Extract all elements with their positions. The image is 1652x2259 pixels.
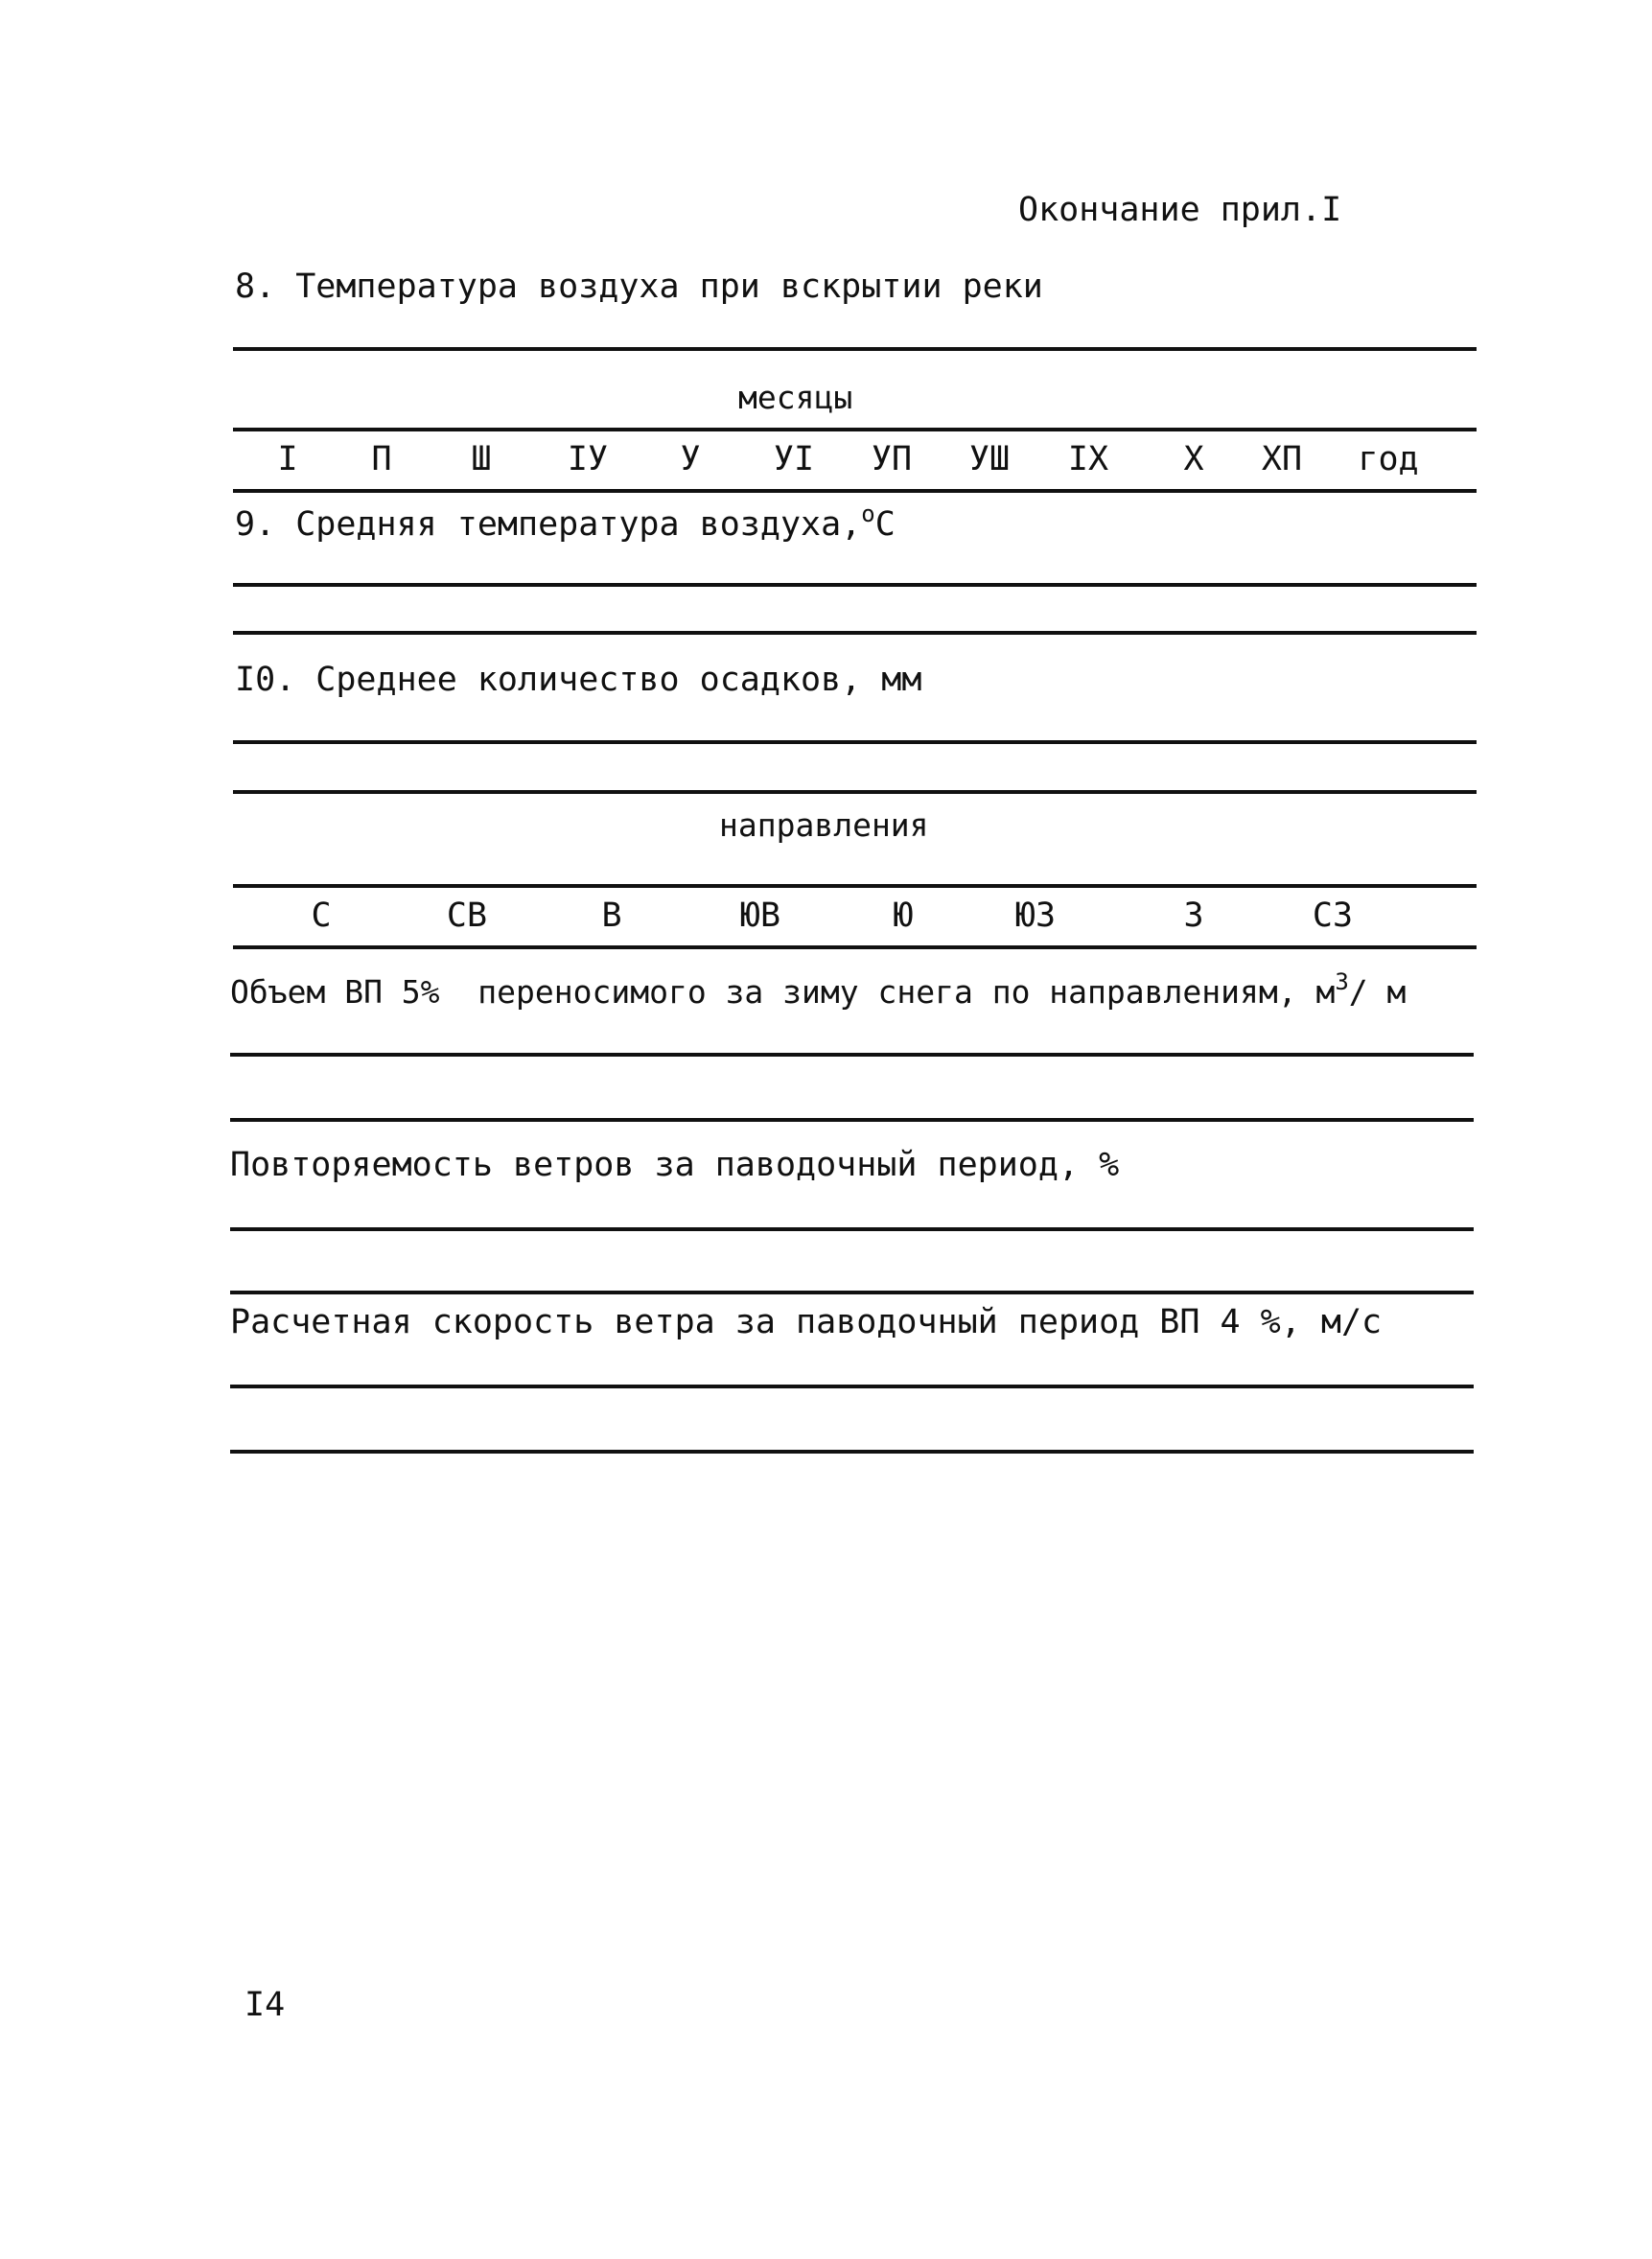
directions-caption: направления	[719, 806, 929, 844]
cubic-superscript: 3	[1335, 968, 1349, 995]
section-9-unit: С	[874, 505, 896, 544]
month-col-5: У	[680, 440, 701, 478]
snow-volume-rule-1	[230, 1053, 1474, 1057]
month-col-10: X	[1183, 440, 1204, 478]
direction-col-w: З	[1183, 897, 1204, 935]
direction-col-nw: СЗ	[1312, 897, 1354, 935]
month-col-2: П	[371, 440, 392, 478]
section-9-title	[235, 502, 896, 542]
direction-col-n: С	[311, 897, 332, 935]
snow-volume-unit: / м	[1348, 973, 1407, 1011]
months-bottom-rule	[233, 489, 1477, 493]
wind-repeat-label: Повторяемость ветров за паводочный период, %	[230, 1146, 1120, 1184]
directions-bottom-rule	[233, 945, 1477, 949]
appendix-note: Окончание прил.I	[1018, 191, 1342, 229]
section-9-title-main: 9. Средняя температура воздуха,	[235, 505, 862, 544]
directions-header-rule	[233, 884, 1477, 888]
wind-speed-rule-2	[230, 1450, 1474, 1454]
direction-col-s: Ю	[893, 897, 914, 935]
snow-volume-label-main: Объем ВП 5% переносимого за зиму снега по направлениям, м	[230, 973, 1336, 1011]
directions-header-row	[230, 899, 1467, 938]
wind-repeat-rule-1	[230, 1227, 1474, 1231]
wind-speed-label: Расчетная скорость ветра за паводочный период ВП 4 %, м/с	[230, 1303, 1383, 1341]
section-10-rule-2	[233, 790, 1477, 794]
months-header-rule	[233, 428, 1477, 431]
snow-volume-label	[230, 968, 1407, 1011]
section-9-rule-1	[233, 583, 1477, 587]
month-col-1: I	[277, 440, 298, 478]
months-header-row	[230, 440, 1467, 481]
section-10-title: I0. Среднее количество осадков, мм	[235, 661, 922, 699]
month-col-6: УI	[773, 440, 815, 478]
section-10-rule-1	[233, 740, 1477, 744]
direction-col-e: В	[601, 897, 622, 935]
month-col-9: IX	[1067, 440, 1109, 478]
direction-col-ne: СВ	[446, 897, 488, 935]
direction-col-se: ЮВ	[739, 897, 781, 935]
section-9-rule-2	[233, 631, 1477, 635]
month-col-7: УП	[871, 440, 913, 478]
month-col-8: УШ	[968, 440, 1011, 478]
degree-sign: о	[861, 501, 875, 527]
month-col-11: ХП	[1261, 440, 1303, 478]
section-8-title: 8. Температура воздуха при вскрытии реки	[235, 268, 1043, 306]
page-number: I4	[244, 1986, 286, 2024]
month-col-12: год	[1358, 440, 1419, 478]
wind-repeat-rule-2	[230, 1291, 1474, 1294]
direction-col-sw: ЮЗ	[1014, 897, 1057, 935]
month-col-4: IУ	[567, 440, 609, 478]
snow-volume-rule-2	[230, 1118, 1474, 1122]
table-top-rule	[233, 347, 1477, 351]
months-caption: месяцы	[738, 379, 853, 416]
wind-speed-rule-1	[230, 1385, 1474, 1388]
month-col-3: Ш	[471, 440, 492, 478]
